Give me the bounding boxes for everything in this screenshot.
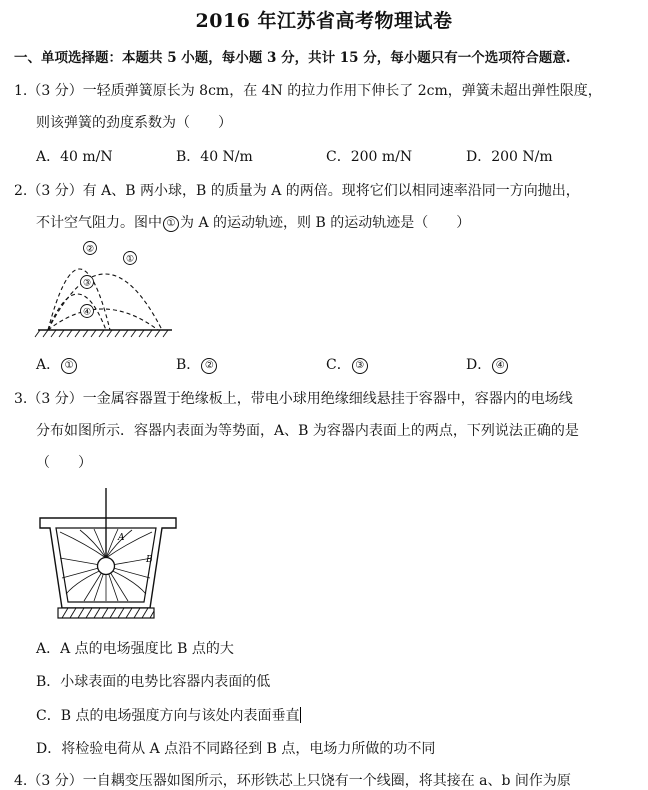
circled-three-mark: ③	[352, 358, 368, 374]
circled-one-mark: ①	[61, 358, 77, 374]
q2-option-a	[36, 354, 78, 374]
q2-option-b	[176, 354, 218, 374]
circled-one-mark: ①	[163, 216, 179, 232]
q2-stem-line2	[36, 212, 470, 232]
q2-option-d	[466, 354, 509, 374]
ground-hatching	[35, 330, 168, 337]
point-a-label: A	[118, 533, 125, 543]
point-b-label: B	[146, 555, 153, 565]
q1-stem-line2: 则该弹簧的劲度系数为（ ）	[36, 115, 232, 131]
q3-option-d: D．将检验电荷从 A 点沿不同路径到 B 点，电场力所做的功不同	[36, 741, 436, 757]
q2-stem-text-a: 不计空气阻力。图中	[36, 215, 162, 231]
q4-stem-line1: 4.（3 分）一自耦变压器如图所示，环形铁芯上只饶有一个线圈，将其接在 a、b 间作为原	[14, 773, 571, 789]
q2-stem-text-b: 为 A 的运动轨迹，则 B 的运动轨迹是（ ）	[180, 215, 471, 231]
q3-stem-line3: （ ）	[36, 455, 92, 471]
q1-option-c: C．200 m/N	[326, 149, 413, 165]
traj-label-2	[84, 242, 97, 255]
q1-stem-line1: 1.（3 分）一轻质弹簧原长为 8cm，在 4N 的拉力作用下伸长了 2cm，弹簧未超出弹性限度，	[14, 83, 602, 99]
exam-title: 2016 年江苏省高考物理试卷	[195, 10, 453, 32]
q3-option-b: B．小球表面的电势比容器内表面的低	[36, 674, 271, 690]
q3-stem-line2: 分布如图所示．容器内表面为等势面，A、B 为容器内表面上的两点，下列说法正确的是	[36, 423, 579, 439]
q2-option-c	[326, 354, 369, 374]
section-heading: 一、单项选择题：本题共 5 小题，每小题 3 分，共计 15 分，每小题只有一个选项符合题意.	[14, 50, 571, 66]
trajectory-4	[48, 309, 158, 330]
traj-label-1	[124, 252, 137, 265]
trajectory-2	[48, 269, 110, 330]
charged-ball	[98, 558, 115, 575]
traj-label-3-text: ③	[82, 278, 92, 289]
traj-label-1-text: ①	[125, 254, 135, 265]
trajectory-3	[48, 294, 106, 330]
q1-option-b: B．40 N/m	[176, 149, 253, 165]
q3-option-c	[36, 705, 301, 725]
q2-option-b-letter: B．	[176, 357, 201, 373]
q2-option-d-letter: D．	[466, 357, 492, 373]
traj-label-4-text: ④	[82, 307, 92, 318]
text-cursor	[300, 707, 301, 723]
q2-option-a-letter: A．	[36, 357, 61, 373]
q2-option-c-letter: C．	[326, 357, 351, 373]
q1-option-d: D．200 N/m	[466, 149, 553, 165]
circled-four-mark: ④	[492, 358, 508, 374]
circled-two-mark: ②	[201, 358, 217, 374]
q3-stem-line1: 3.（3 分）一金属容器置于绝缘板上，带电小球用绝缘细线悬挂于容器中，容器内的电场线	[14, 391, 573, 407]
q3-option-c-text: C．B 点的电场强度方向与该处内表面垂直	[36, 708, 300, 724]
traj-label-2-text: ②	[85, 244, 95, 255]
q1-option-a: A．40 m/N	[36, 149, 113, 165]
traj-label-3	[81, 276, 94, 289]
q2-trajectory-figure	[30, 238, 190, 343]
q2-stem-line1: 2.（3 分）有 A、B 两小球，B 的质量为 A 的两倍。现将它们以相同速率沿同一方向抛出，	[14, 183, 580, 199]
q3-option-a: A．A 点的电场强度比 B 点的大	[36, 641, 234, 657]
q3-container-figure	[36, 486, 186, 626]
traj-label-4	[81, 305, 94, 318]
